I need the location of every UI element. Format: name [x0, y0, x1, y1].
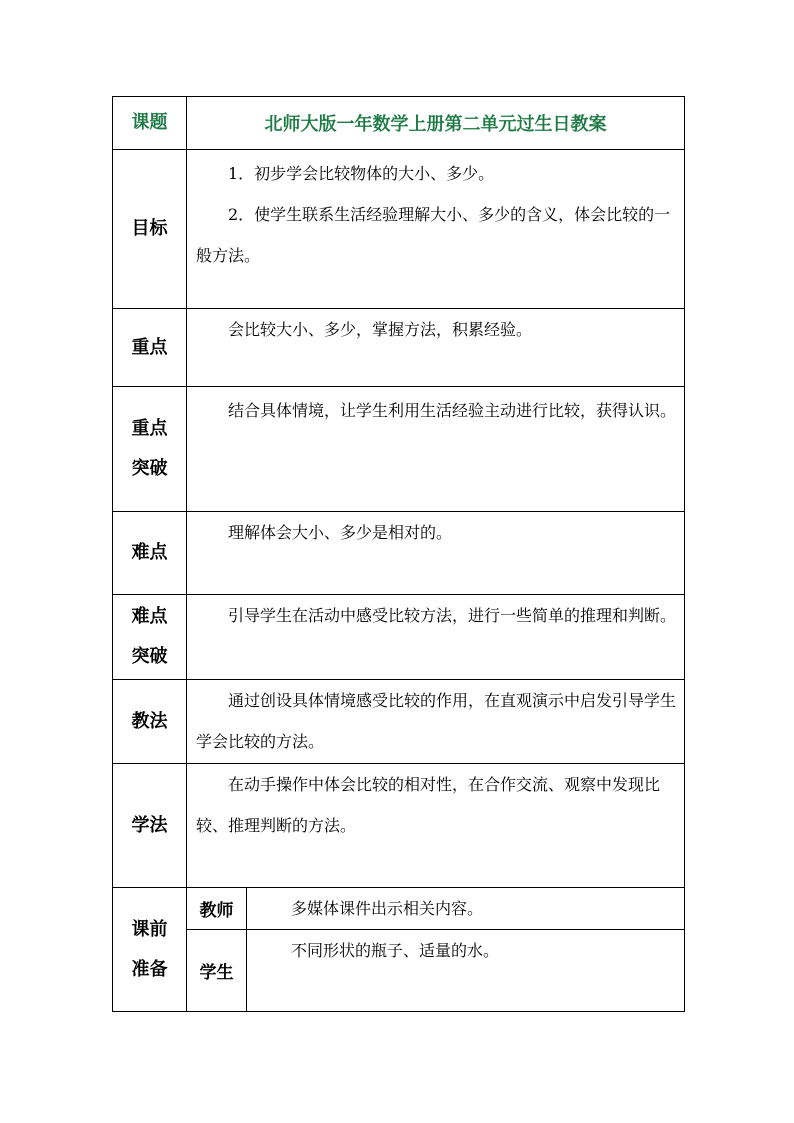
learning-method-row — [113, 764, 685, 888]
objectives-row — [113, 150, 685, 309]
key-breakthrough-label: 重点 突破 — [113, 387, 187, 512]
preparation-teacher-row — [113, 888, 685, 930]
teaching-method-label: 教法 — [113, 680, 187, 764]
teaching-method-row — [113, 680, 685, 764]
key-breakthrough-content — [187, 387, 685, 512]
learning-method-text: 在动手操作中体会比较的相对性，在合作交流、观察中发现比较、推理判断的方法。 — [196, 775, 661, 835]
lesson-title: 北师大版一年数学上册第二单元过生日教案 — [187, 97, 685, 150]
difficulty-text: 理解体会大小、多少是相对的。 — [228, 523, 453, 542]
objective-line: 2．使学生联系生活经验理解大小、多少的含义，体会比较的一般方法。 — [196, 205, 671, 265]
preparation-label: 课前 准备 — [113, 888, 187, 1012]
difficulty-label: 难点 — [113, 512, 187, 595]
difficulty-row — [113, 512, 685, 595]
objective-line: 1．初步学会比较物体的大小、多少。 — [228, 164, 495, 183]
teacher-label: 教师 — [187, 888, 247, 930]
student-preparation: 不同形状的瓶子、适量的水。 — [247, 930, 685, 1012]
title-row — [113, 97, 685, 150]
learning-method-label: 学法 — [113, 764, 187, 888]
objectives-content — [187, 150, 685, 309]
teaching-method-text: 通过创设具体情境感受比较的作用，在直观演示中启发引导学生学会比较的方法。 — [196, 691, 677, 751]
key-point-text: 会比较大小、多少，掌握方法，积累经验。 — [228, 320, 533, 339]
lesson-plan-table — [112, 96, 685, 1012]
student-label: 学生 — [187, 930, 247, 1012]
difficulty-breakthrough-content — [187, 595, 685, 680]
preparation-student-row — [113, 930, 685, 1012]
key-breakthrough-text: 结合具体情境，让学生利用生活经验主动进行比较，获得认识。 — [228, 401, 677, 420]
objectives-label: 目标 — [113, 150, 187, 309]
key-breakthrough-row — [113, 387, 685, 512]
learning-method-content — [187, 764, 685, 888]
title-label: 课题 — [113, 97, 187, 150]
teaching-method-content — [187, 680, 685, 764]
key-point-label: 重点 — [113, 309, 187, 387]
difficulty-breakthrough-label: 难点 突破 — [113, 595, 187, 680]
difficulty-breakthrough-row — [113, 595, 685, 680]
key-point-content — [187, 309, 685, 387]
teacher-preparation: 多媒体课件出示相关内容。 — [247, 888, 685, 930]
difficulty-breakthrough-text: 引导学生在活动中感受比较方法，进行一些简单的推理和判断。 — [228, 606, 677, 625]
key-point-row — [113, 309, 685, 387]
difficulty-content — [187, 512, 685, 595]
